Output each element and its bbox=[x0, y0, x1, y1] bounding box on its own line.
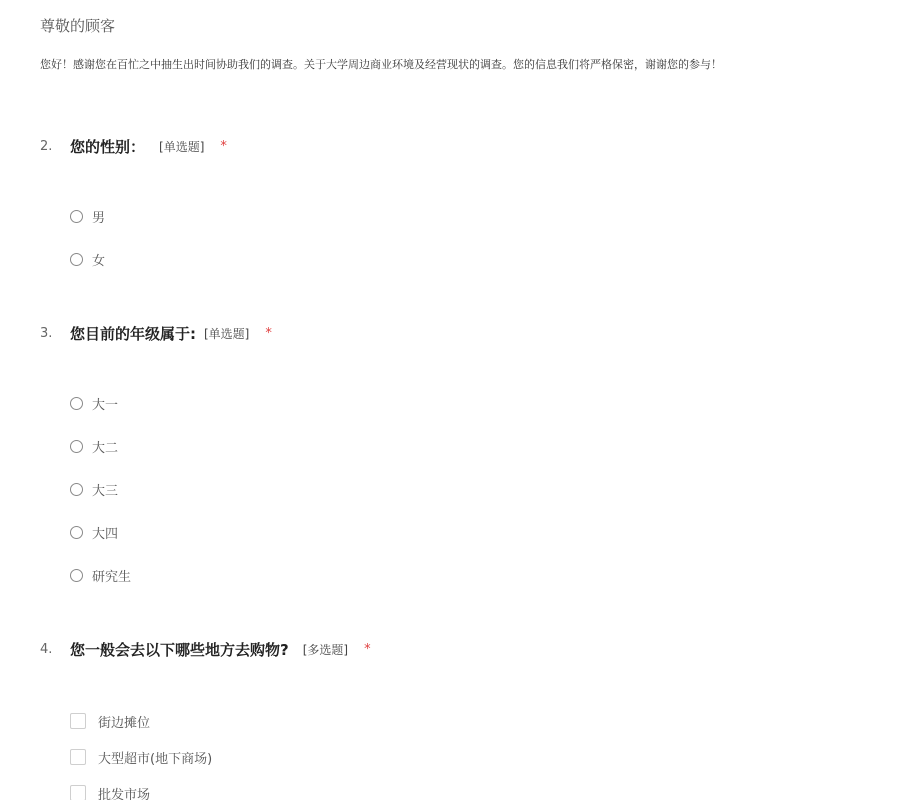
option-label: 研究生 bbox=[92, 569, 132, 585]
question-shopping-places bbox=[40, 637, 371, 661]
radio-button[interactable] bbox=[70, 210, 83, 223]
question-title: 您的性别： bbox=[70, 137, 146, 156]
question-grade bbox=[40, 321, 272, 345]
option-label: 大二 bbox=[92, 440, 119, 456]
option-label: 大一 bbox=[92, 397, 119, 413]
checkbox[interactable] bbox=[70, 749, 86, 765]
radio-button[interactable] bbox=[70, 569, 83, 582]
option-grade-senior[interactable] bbox=[70, 522, 118, 542]
radio-button[interactable] bbox=[70, 440, 83, 453]
option-supermarket[interactable] bbox=[70, 747, 212, 767]
question-type-label: [多选题] bbox=[302, 642, 349, 657]
checkbox[interactable] bbox=[70, 713, 86, 729]
question-title: 您一般会去以下哪些地方去购物? bbox=[70, 640, 289, 659]
checkbox[interactable] bbox=[70, 785, 86, 800]
option-grade-sophomore[interactable] bbox=[70, 436, 118, 456]
option-label: 街边摊位 bbox=[98, 715, 151, 731]
option-label: 大三 bbox=[92, 483, 119, 499]
question-gender bbox=[40, 134, 227, 158]
option-label: 大四 bbox=[92, 526, 119, 542]
option-gender-female[interactable] bbox=[70, 249, 105, 269]
option-gender-male[interactable] bbox=[70, 206, 105, 226]
question-number: 2. bbox=[40, 138, 53, 154]
greeting-heading: 尊敬的顾客 bbox=[40, 17, 116, 35]
question-type-label: [单选题] bbox=[159, 139, 205, 154]
option-grade-graduate[interactable] bbox=[70, 565, 131, 585]
radio-button[interactable] bbox=[70, 483, 83, 496]
radio-button[interactable] bbox=[70, 526, 83, 539]
option-label: 大型超市(地下商场) bbox=[98, 751, 213, 767]
question-number: 3. bbox=[40, 325, 53, 341]
option-grade-freshman[interactable] bbox=[70, 393, 118, 413]
required-marker: * bbox=[265, 325, 272, 341]
required-marker: * bbox=[364, 641, 371, 657]
survey-intro-text: 您好！感谢您在百忙之中抽生出时间协助我们的调查。关于大学周边商业环境及经营现状的调查。您的信息我们将严格保密，谢谢您的参与！ bbox=[40, 58, 722, 71]
option-label: 男 bbox=[92, 210, 106, 226]
option-wholesale-market[interactable] bbox=[70, 783, 150, 800]
radio-button[interactable] bbox=[70, 397, 83, 410]
question-type-label: [单选题] bbox=[204, 326, 250, 341]
option-label: 批发市场 bbox=[98, 787, 151, 800]
option-label: 女 bbox=[92, 253, 106, 269]
question-title: 您目前的年级属于: bbox=[70, 324, 196, 343]
option-street-stalls[interactable] bbox=[70, 711, 150, 731]
option-grade-junior[interactable] bbox=[70, 479, 118, 499]
radio-button[interactable] bbox=[70, 253, 83, 266]
question-number: 4. bbox=[40, 641, 53, 657]
required-marker: * bbox=[220, 138, 227, 154]
